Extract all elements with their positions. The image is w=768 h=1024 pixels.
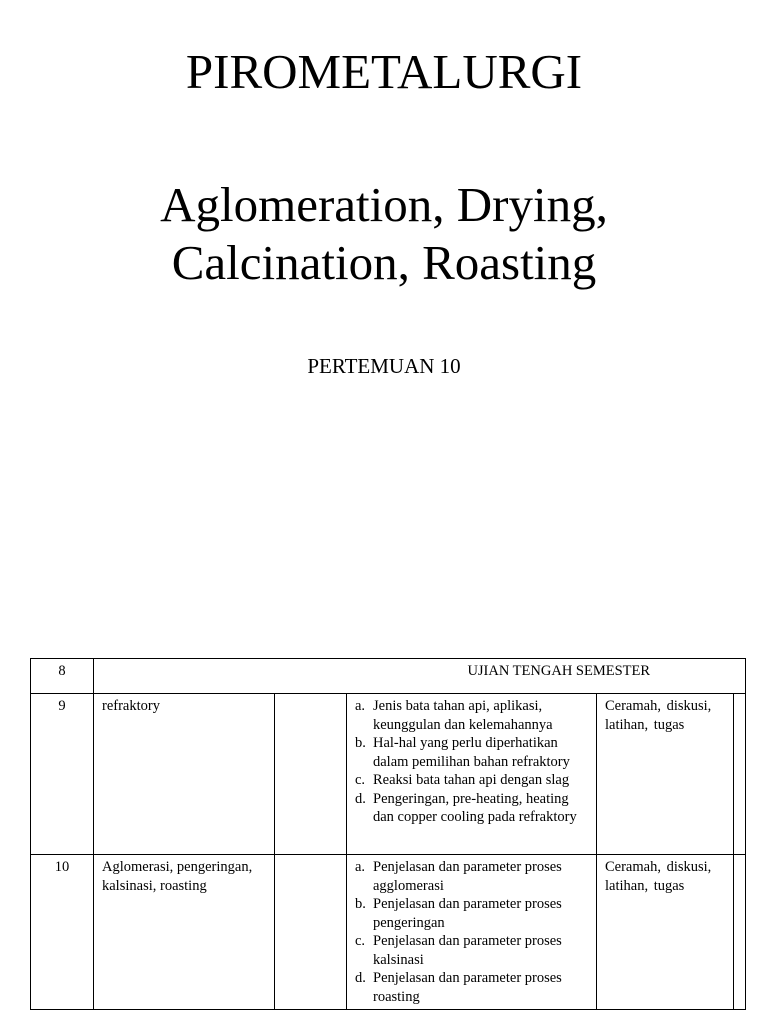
edge-cell: [734, 855, 746, 1010]
syllabus-table: [30, 658, 746, 1010]
subtitle-line: Aglomeration, Drying,: [160, 177, 608, 232]
item-text: Pengeringan, pre-heating, heating dan copper cooling pada refraktory: [373, 790, 577, 825]
list-item: [355, 697, 591, 734]
week-number-cell: 8: [31, 659, 94, 694]
edge-cell: [734, 694, 746, 855]
item-text: Penjelasan dan parameter proses pengeringan: [373, 896, 562, 931]
subtopic-list: [355, 697, 591, 827]
item-marker: d.: [355, 970, 366, 986]
method-cell: Ceramah, diskusi, latihan, tugas: [597, 694, 734, 855]
item-marker: a.: [355, 698, 366, 714]
item-text: Jenis bata tahan api, aplikasi, keunggulan dan kelemahannya: [373, 698, 553, 733]
topic-cell: refraktory: [94, 694, 275, 855]
item-text: Penjelasan dan parameter proses kalsinasi: [373, 933, 562, 968]
list-item: [355, 790, 591, 827]
item-marker: b.: [355, 896, 366, 912]
list-item: [355, 771, 591, 790]
document-title: PIROMETALURGI: [185, 44, 583, 99]
method-cell: Ceramah, diskusi, latihan, tugas: [597, 855, 734, 1010]
topic-cell: Aglomerasi, pengeringan, kalsinasi, roasting: [94, 855, 275, 1010]
list-item: [355, 895, 591, 932]
item-text: Hal-hal yang perlu diperhatikan dalam pemilihan bahan refraktory: [373, 735, 570, 770]
week-number-cell: 9: [31, 694, 94, 855]
list-item: [355, 932, 591, 969]
item-marker: b.: [355, 735, 366, 751]
week-number-cell: 10: [31, 855, 94, 1010]
table-row: [31, 855, 746, 1010]
subtopics-cell: [347, 855, 597, 1010]
list-item: [355, 858, 591, 895]
item-text: Reaksi bata tahan api dengan slag: [373, 772, 570, 788]
table-row: [31, 694, 746, 855]
list-item: [355, 969, 591, 1006]
item-marker: c.: [355, 933, 366, 949]
subtopics-cell: [347, 694, 597, 855]
subtitle-line: Calcination, Roasting: [171, 235, 597, 290]
item-text: Penjelasan dan parameter proses agglomerasi: [373, 859, 562, 894]
list-item: [355, 734, 591, 771]
blank-cell: [275, 694, 347, 855]
item-text: Penjelasan dan parameter proses roasting: [373, 970, 562, 1005]
exam-cell: UJIAN TENGAH SEMESTER: [94, 659, 746, 694]
blank-cell: [275, 855, 347, 1010]
meeting-label: PERTEMUAN 10: [307, 354, 461, 378]
document-subtitle: [0, 176, 768, 292]
item-marker: c.: [355, 772, 366, 788]
item-marker: d.: [355, 790, 366, 807]
subtopic-list: [355, 858, 591, 1006]
table-row: [31, 659, 746, 694]
item-marker: a.: [355, 859, 366, 875]
